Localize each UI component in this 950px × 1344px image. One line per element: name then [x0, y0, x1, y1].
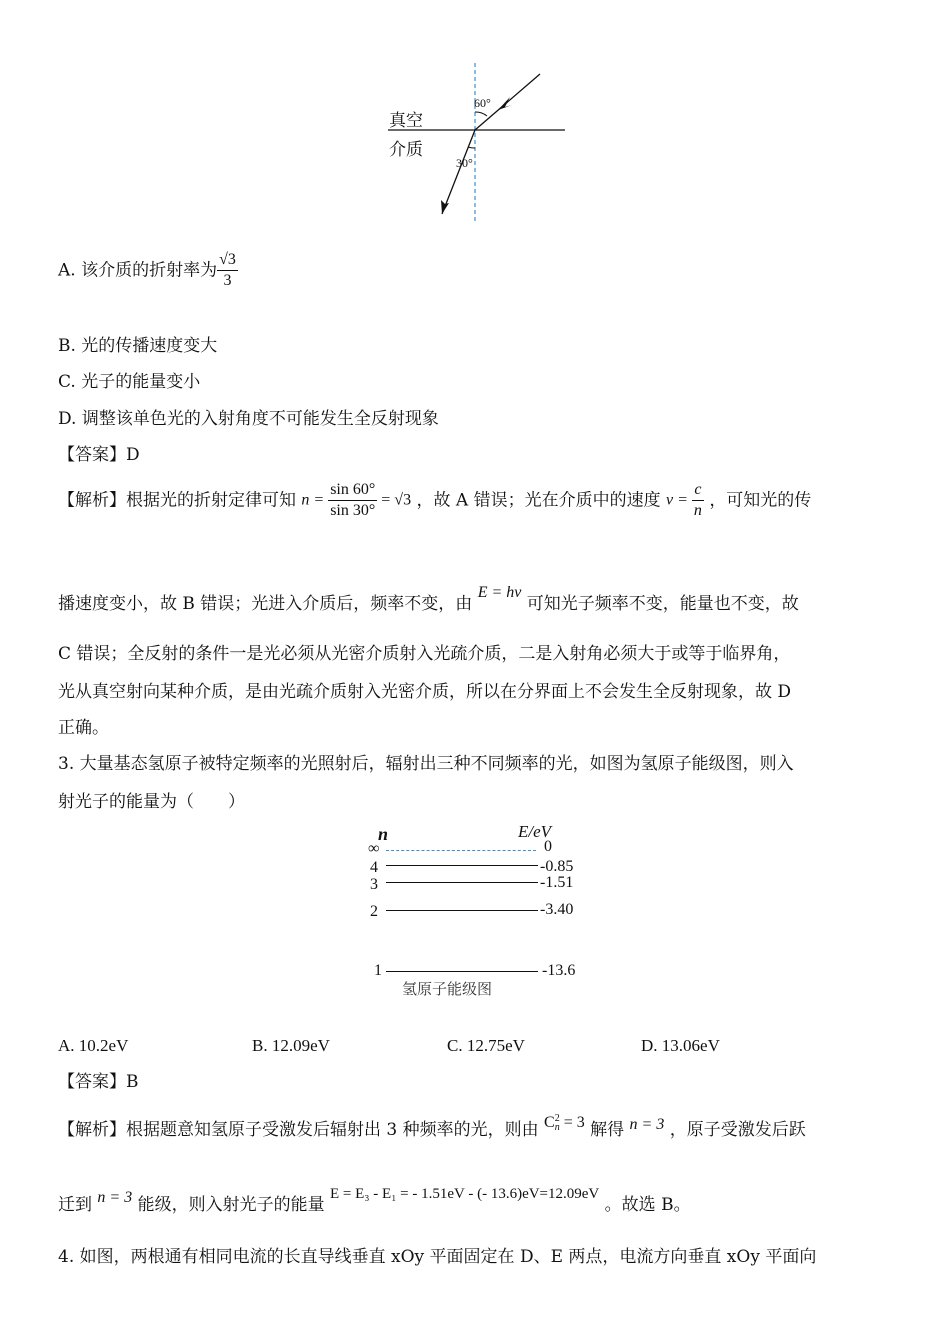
level-2-line [386, 910, 538, 911]
incident-arrowhead [498, 97, 512, 110]
q3-analysis-line2 [58, 1186, 691, 1218]
level-1-line [386, 971, 538, 972]
e-axis-label-text: E/eV [518, 822, 552, 841]
q3-stem-line2: 射光子的能量为（ ） [58, 792, 245, 812]
q2-analysis-line1 [58, 480, 811, 521]
angle-bottom-label: 30° [456, 156, 473, 170]
formula-v-lhs: v = [666, 491, 688, 509]
level-2-n: 2 [370, 903, 378, 920]
q2-analysis-text1: 【解析】根据光的折射定律可知 [58, 490, 296, 511]
formula-n-rhs: = √3 [381, 491, 412, 509]
q2-analysis-line5: 正确。 [58, 718, 109, 738]
q3-option-d: D. 13.06eV [641, 1036, 720, 1055]
fraction-numerator: √3 [217, 250, 238, 271]
angle-arc-bottom [468, 147, 475, 148]
q2-option-d: D. 调整该单色光的入射角度不可能发生全反射现象 [58, 409, 439, 429]
velocity-formula [666, 480, 704, 521]
diagram-caption: 氢原子能级图 [402, 980, 493, 998]
q2-option-a-text: A. 该介质的折射率为 [58, 260, 218, 281]
q3-option-b: B. 12.09eV [252, 1036, 330, 1055]
refracted-ray [442, 130, 475, 214]
q2-analysis-text5: 可知光子频率不变，能量也不变，故 [526, 594, 799, 614]
q2-answer: 【答案】D [58, 445, 140, 465]
level-4-line [386, 865, 538, 866]
energy-formula: E = hν [477, 584, 522, 601]
formula-v-numerator: c [692, 480, 704, 501]
angle-top-label: 60° [474, 96, 491, 110]
combination-sup: 2 [554, 1113, 560, 1125]
level-inf-e: 0 [544, 838, 552, 855]
level-inf-n: ∞ [368, 840, 380, 857]
formula-n-lhs: n = [301, 491, 325, 509]
level-3-e: -1.51 [540, 874, 574, 891]
q2-analysis-text3: ，可知光的传 [709, 490, 812, 511]
combination-sub: n [554, 1122, 560, 1134]
q3-analysis-text3: ，原子受激发后跃 [669, 1120, 806, 1140]
formula-n-fraction [328, 480, 377, 521]
formula-n-numerator: sin 60° [328, 480, 377, 501]
formula-v-denominator: n [693, 502, 702, 519]
level-3-n: 3 [370, 876, 378, 893]
q3-analysis-text6: 。故选 B。 [604, 1195, 691, 1215]
combination-c: C [544, 1114, 555, 1131]
q3-analysis-text5: 能级，则入射光子的能量 [137, 1195, 325, 1215]
q2-analysis-line4: 光从真空射向某种介质，是由光疏介质射入光密介质，所以在分界面上不会发生全反射现象，故 D [58, 682, 792, 702]
combination-rhs: = 3 [563, 1114, 585, 1131]
formula-n-denominator: sin 30° [330, 502, 376, 519]
vacuum-label: 真空 [389, 111, 423, 131]
n-equals-3-formula: n = 3 [629, 1116, 665, 1133]
medium-label: 介质 [389, 140, 423, 160]
q3-analysis-text2: 解得 [590, 1120, 625, 1140]
level-4-n: 4 [370, 859, 378, 876]
q4-stem-line1: 4. 如图，两根通有相同电流的长直导线垂直 xOy 平面固定在 D、E 两点，电流方向垂直 xOy 平面向 [58, 1247, 817, 1267]
photon-energy-formula: E = E₃ - E₁ = - 1.51eV - (- 13.6)eV=12.09eV [330, 1186, 600, 1202]
q3-answer: 【答案】B [58, 1072, 139, 1092]
level-1-n: 1 [374, 962, 382, 979]
n-axis-label: n [378, 824, 389, 844]
q2-analysis-line3: C 错误；全反射的条件一是光必须从光密介质射入光疏介质，二是入射角必须大于或等于临界角， [58, 644, 791, 664]
formula-v-fraction [692, 480, 704, 521]
q2-analysis-text4: 播速度变小，故 B 错误；光进入介质后，频率不变，由 [58, 594, 473, 614]
energy-level-diagram [360, 820, 600, 1002]
level-2-e: -3.40 [540, 901, 574, 918]
q2-analysis-line2 [58, 584, 799, 617]
refracted-arrowhead [441, 200, 449, 214]
q3-option-a: A. 10.2eV [58, 1036, 129, 1055]
q3-option-c: C. 12.75eV [447, 1036, 525, 1055]
q2-option-a-fraction [217, 250, 238, 291]
combination-formula [544, 1111, 585, 1135]
q3-analysis-text4: 迁到 [58, 1195, 92, 1215]
angle-arc-top [475, 112, 487, 116]
q3-stem-line1: 3. 大量基态氢原子被特定频率的光照射后，辐射出三种不同频率的光，如图为氢原子能级图，则入 [58, 754, 794, 774]
level-inf-line [386, 850, 536, 851]
refractive-index-formula [301, 480, 411, 521]
level-1-e: -13.6 [542, 962, 576, 979]
level-3-line [386, 882, 538, 883]
q2-option-c: C. 光子的能量变小 [58, 372, 201, 392]
q2-option-b: B. 光的传播速度变大 [58, 336, 218, 356]
q2-option-a [58, 250, 238, 291]
q2-analysis-text2: ，故 A 错误；光在介质中的速度 [416, 490, 661, 511]
n-equals-3-formula-2: n = 3 [97, 1189, 133, 1206]
level-4-e: -0.85 [540, 858, 574, 875]
q3-analysis-text1: 【解析】根据题意知氢原子受激发后辐射出 3 种频率的光，则由 [58, 1120, 539, 1140]
q3-analysis-line1 [58, 1113, 806, 1143]
fraction-denominator: 3 [223, 272, 232, 289]
